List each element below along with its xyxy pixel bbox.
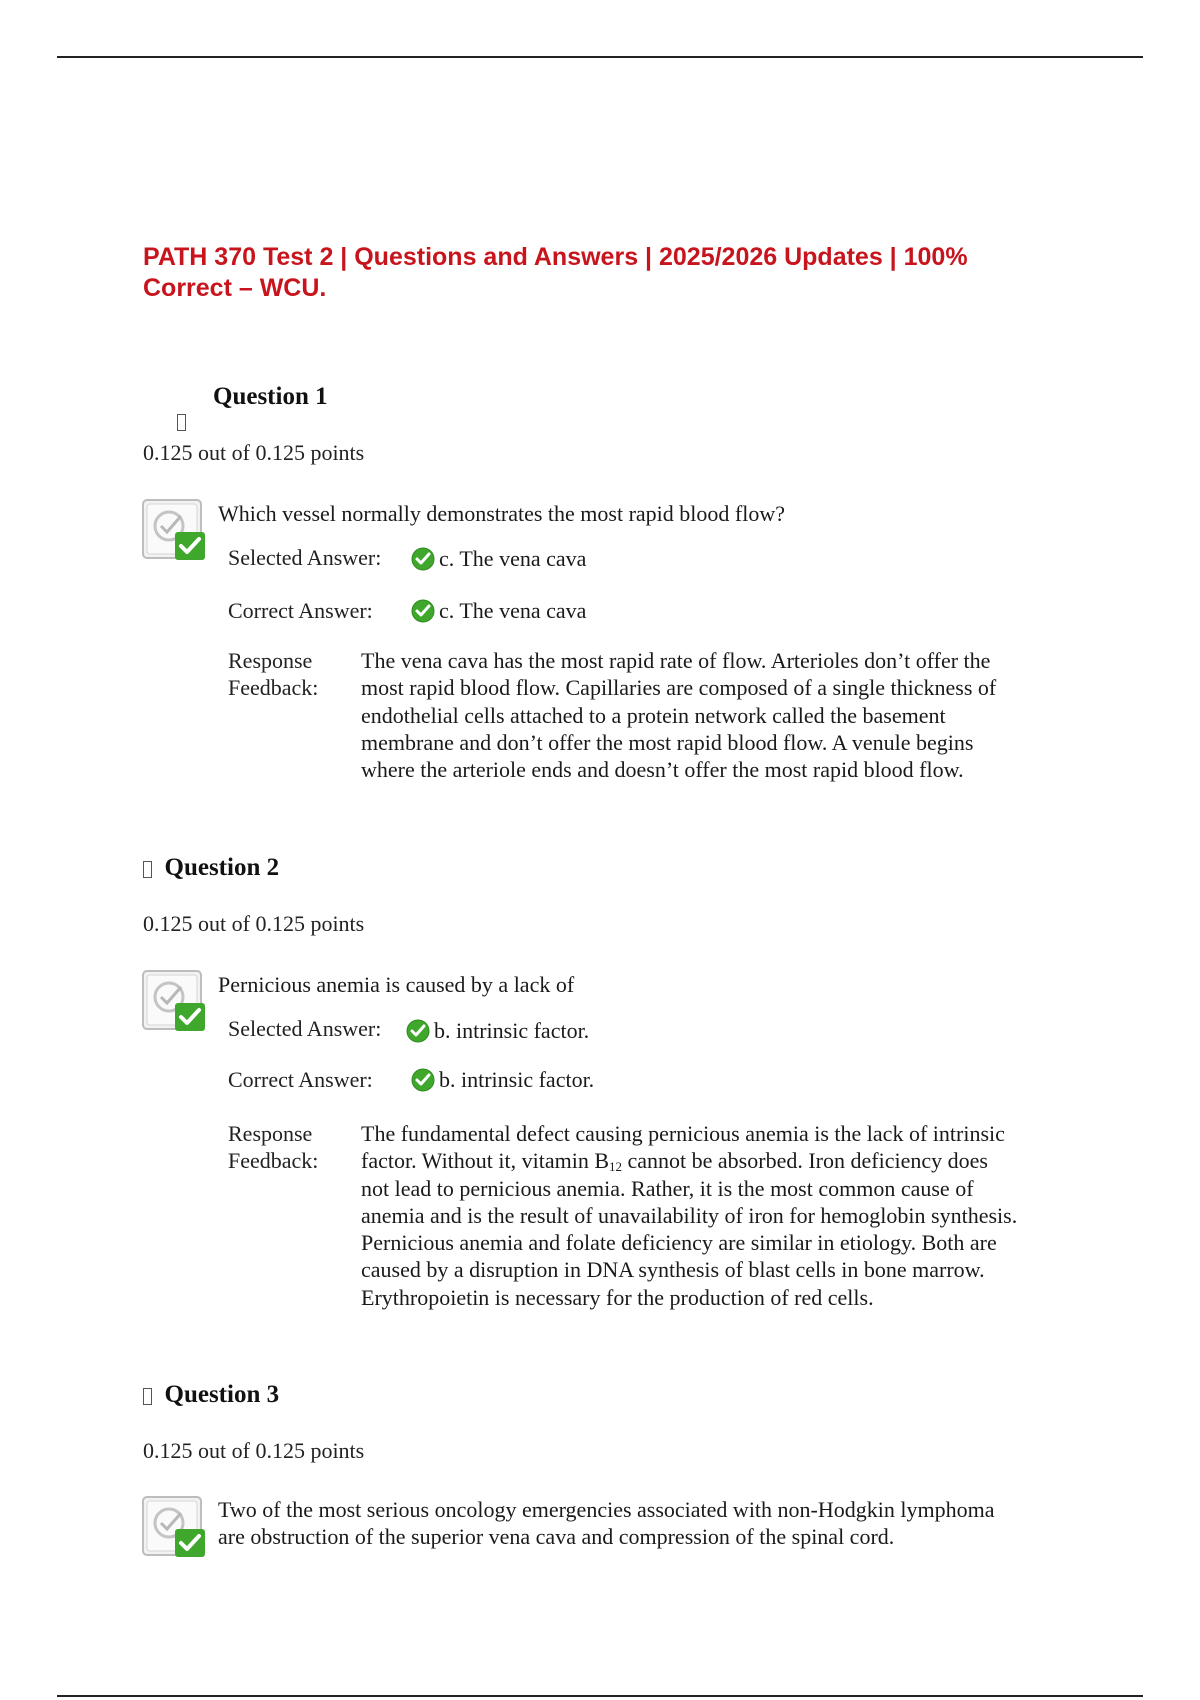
response-feedback-label	[228, 1120, 318, 1174]
question-1-text: Which vessel normally demonstrates the most rapid blood flow?	[218, 501, 785, 526]
feedback-label-line: Feedback:	[228, 1148, 319, 1173]
question-1-selected-answer-text: c. The vena cava	[439, 546, 587, 571]
feedback-text-part-2: cannot be absorbed. Iron deficiency does not lead to pernicious anemia. Rather, it is the most common cause of anemia and is the result of unavailability of iron for hemoglobin synthesis. Pernicious anemia and folate deficiency are similar in etiology. Both are caused by a disruption in DNA synthesis of blast cells in bone marrow. Erythropoietin is necessary for the production of red cells.	[361, 1148, 1018, 1310]
response-label-line: Response	[228, 648, 313, 673]
question-2-correct-answer-text: b. intrinsic factor.	[439, 1067, 595, 1092]
correct-answer-icon	[141, 498, 207, 564]
question-1-points: 0.125 out of 0.125 points	[143, 440, 365, 465]
document-title	[143, 242, 1023, 304]
question-1-correct-answer	[411, 598, 586, 624]
correct-answer-label: Correct Answer:	[228, 1067, 373, 1092]
question-3-heading-text: Question 3	[164, 1381, 280, 1408]
bottom-rule	[57, 1695, 1143, 1697]
question-2-points: 0.125 out of 0.125 points	[143, 911, 365, 936]
question-2-correct-answer	[411, 1067, 594, 1093]
feedback-label-line: Feedback:	[228, 675, 319, 700]
feedback-subscript: 12	[609, 1159, 623, 1175]
check-icon	[411, 598, 437, 624]
question-1-feedback: The vena cava has the most rapid rate of flow. Arterioles don’t offer the most rapid blood flow. Capillaries are composed of a single thickness of endothelial cells attached to a protein network called the basement membrane and don’t offer the most rapid blood flow. A venule begins where the arteriole ends and doesn’t offer the most rapid blood flow.	[361, 648, 997, 783]
question-2-feedback	[361, 1120, 1021, 1311]
question-1-correct-answer-text: c. The vena cava	[439, 598, 587, 623]
question-2-text: Pernicious anemia is caused by a lack of	[218, 972, 575, 997]
title-line-1: PATH 370 Test 2 | Questions and Answers | 2025/2026 Updates | 100%	[143, 243, 968, 271]
question-3-text: Two of the most serious oncology emergencies associated with non-Hodgkin lymphoma are obstruction of the superior vena cava and compression of the spinal cord.	[218, 1497, 995, 1549]
question-1-selected-answer	[411, 546, 586, 572]
check-icon	[406, 1018, 432, 1044]
response-feedback-label	[228, 647, 318, 701]
selected-answer-label: Selected Answer:	[228, 1016, 382, 1041]
question-2-selected-answer	[406, 1018, 589, 1044]
question-3-glyph-icon	[143, 1388, 152, 1405]
question-3-points: 0.125 out of 0.125 points	[143, 1438, 365, 1463]
question-1-heading: Question 1	[213, 383, 328, 410]
correct-answer-icon	[141, 969, 207, 1035]
question-1-glyph-icon	[177, 413, 186, 431]
top-rule	[57, 56, 1143, 58]
correct-answer-label: Correct Answer:	[228, 598, 373, 623]
question-2-selected-answer-text: b. intrinsic factor.	[434, 1018, 590, 1043]
check-icon	[411, 546, 437, 572]
feedback-text-part-1: The fundamental defect causing pernicious anemia is the lack of intrinsic factor. Without it, vitamin B	[361, 1121, 1005, 1174]
question-2-heading-text: Question 2	[164, 854, 280, 881]
question-2-heading	[143, 854, 279, 882]
response-label-line: Response	[228, 1121, 313, 1146]
check-icon	[411, 1067, 437, 1093]
selected-answer-label: Selected Answer:	[228, 545, 382, 570]
question-2-glyph-icon	[143, 861, 152, 878]
correct-answer-icon	[141, 1495, 207, 1561]
title-line-2: Correct – WCU.	[143, 274, 327, 302]
question-3-heading	[143, 1381, 279, 1409]
